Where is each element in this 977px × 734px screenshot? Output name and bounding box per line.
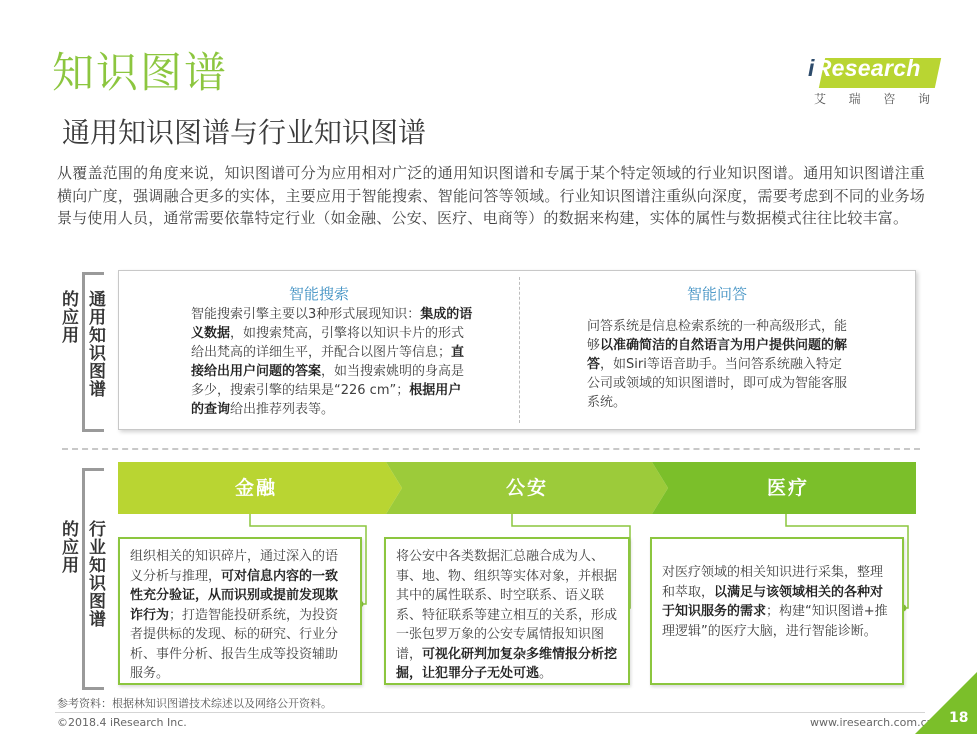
smart-qa-title: 智能问答	[686, 285, 747, 303]
industry-label-line1: 行业知识图谱	[85, 520, 105, 628]
finance-box: 组织相关的知识碎片，通过深入的语义分析与推理，可对信息内容的一致性充分验证，从而识别或提前发现欺诈行为；打造智能投研系统，为投资者提供标的发现、标的研究、行业分析、事件分析、报告生成等投资辅助服务。	[118, 537, 362, 685]
footer-divider	[55, 712, 925, 713]
police-box: 将公安中各类数据汇总融合成为人、事、地、物、组织等实体对象，并根据其中的属性联系、时空联系、语义联系、特征联系等建立相互的关系，形成一张包罗万象的公安专属情报知识图谱，可视化研判加复杂多维情报分析挖掘，让犯罪分子无处可逃。	[384, 537, 630, 685]
logo-chinese-name	[814, 90, 934, 107]
general-side-label	[59, 290, 105, 420]
logo-char: 询	[917, 92, 934, 106]
iresearch-logo	[808, 52, 938, 110]
general-application-box	[118, 270, 916, 430]
banner-label-medical: 医疗	[766, 477, 809, 499]
intro-paragraph: 从覆盖范围的角度来说，知识图谱可分为应用相对广泛的通用知识图谱和专属于某个特定领域的行业知识图谱。通用知识图谱注重横向广度，强调融合更多的实体，主要应用于智能搜索、智能问答等领域。行业知识图谱注重纵向深度，需要考虑到不同的业务场景与使用人员，通常需要依靠特定行业（如金融、公安、医疗、电商等）的数据来构建，实体的属性与数据模式往往比较丰富。	[57, 164, 925, 227]
banner-label-police: 公安	[505, 477, 548, 499]
smart-search-text: 智能搜索引擎主要以3种形式展现知识：集成的语义数据，如搜索梵高，引擎将以知识卡片的形式给出梵高的详细生平，并配合以图片等信息；直接给出用户问题的答案，如当搜索姚明的身高是多少，搜索引擎的结果是“226 cm”；根据用户的查询给出推荐列表等。	[191, 307, 473, 417]
logo-research: Research	[814, 55, 921, 81]
copyright: ©2018.4 iResearch Inc.	[57, 716, 187, 729]
banner-label-finance: 金融	[234, 477, 277, 499]
website-link[interactable]: www.iresearch.com.cn	[810, 716, 934, 729]
logo-char: 瑞	[848, 92, 865, 106]
industry-side-label	[59, 520, 105, 660]
section-subtitle: 通用知识图谱与行业知识图谱	[62, 116, 427, 149]
smart-search-title: 智能搜索	[288, 285, 349, 303]
source-note: 参考资料：根据林知识图谱技术综述以及网络公开资料。	[57, 697, 332, 710]
general-label-line2: 的应用	[58, 290, 78, 344]
logo-wordmark	[808, 55, 921, 82]
logo-char: 咨	[883, 92, 900, 106]
general-label-line1: 通用知识图谱	[85, 290, 105, 398]
industry-label-line2: 的应用	[58, 520, 78, 574]
industry-banner	[118, 462, 916, 514]
page-number: 18	[949, 710, 969, 726]
section-separator	[62, 448, 920, 450]
logo-i: i	[808, 55, 815, 81]
medical-box: 对医疗领域的相关知识进行采集，整理和萃取，以满足与该领域相关的各种对于知识服务的需求；构建“知识图谱+推理逻辑”的医疗大脑，进行智能诊断。	[650, 537, 904, 685]
page-title: 知识图谱	[52, 48, 229, 97]
column-divider	[519, 277, 520, 423]
smart-qa-text: 问答系统是信息检索系统的一种高级形式，能够以准确简洁的自然语言为用户提供问题的解答，如Siri等语音助手。当问答系统融入特定公司或领域的知识图谱时，即可成为智能客服系统。	[587, 319, 848, 410]
logo-char: 艾	[814, 92, 831, 106]
